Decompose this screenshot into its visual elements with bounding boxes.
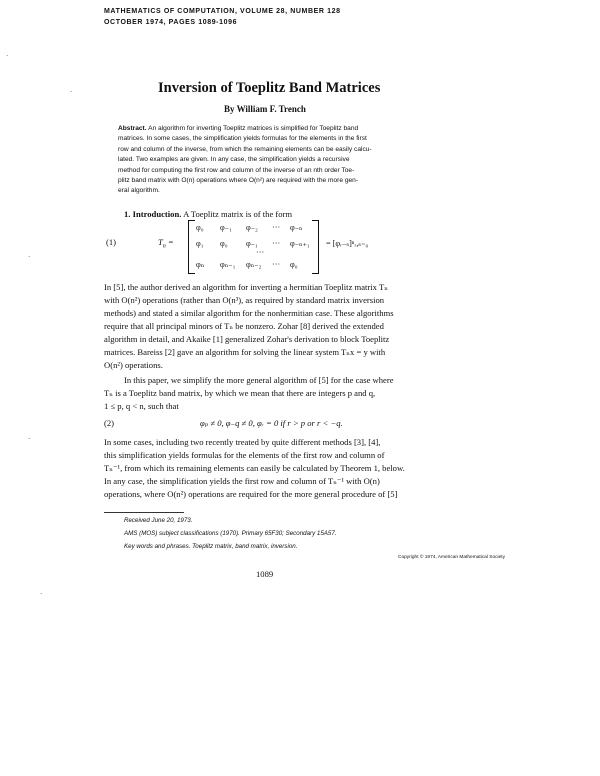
abstract-line-0: Abstract. An algorithm for inverting Toeplitz matrices is simplified for Toeplitz band [118, 125, 359, 132]
section-title: 1. Introduction. [124, 209, 182, 219]
abstract-line-1: matrices. In some cases, the simplification yields formulas for the elements in the first [118, 135, 367, 143]
equation-1-number: (1) [106, 237, 117, 247]
equation-1-rhs: = [φᵣ₋ₛ]ⁿᵣ,ₛ₌₀ [326, 239, 369, 248]
margin-mark: · [6, 52, 9, 60]
matrix-row-1: φ₁ φ₀ φ₋₁ ··· φ₋ₙ₊₁ [196, 239, 310, 248]
text-line: In any case, the simplification yields the first row and column of Tₙ⁻¹ with O(n) [104, 476, 380, 486]
section-intro: A Toeplitz matrix is of the form [183, 209, 293, 219]
matrix-row-2: φₙ φₙ₋₁ φₙ₋₂ ··· φ₀ [196, 260, 298, 269]
equation-2: φₚ ≠ 0, φ₋q ≠ 0, φᵣ = 0 if r > p or r < −q. [200, 418, 343, 428]
text-line: operations, where O(n²) operations are required for the more general procedure of [5] [104, 489, 398, 499]
text-line: 1 ≤ p, q < n, such that [104, 401, 179, 411]
abstract-line-5: plitz band matrix with O(n) operations where O(n²) are required with the more gen- [118, 177, 359, 185]
margin-mark: · [28, 435, 31, 443]
abstract-label: Abstract. [118, 125, 147, 132]
text-line: Tₙ⁻¹, from which its remaining elements can easily be calculated by Theorem 1, below. [104, 463, 405, 473]
abstract-line-2: row and column of the inverse, from which the remaining elements can be easily calcu- [118, 145, 372, 153]
paragraph-1 [104, 281, 394, 372]
margin-mark: · [70, 88, 73, 96]
footnote-received: Received June 20, 1973. [124, 517, 193, 524]
text-line: Tₙ is a Toeplitz band matrix, by which we mean that there are integers p and q, [104, 388, 376, 398]
text-line: this simplification yields formulas for the elements of the first row and column of [104, 450, 385, 460]
author-line: By William F. Trench [224, 104, 306, 114]
paragraph-2 [104, 374, 394, 413]
equation-1-lhs: $T_n$ = [158, 237, 174, 250]
equation-2-number: (2) [104, 418, 115, 428]
footnote-ams: AMS (MOS) subject classifications (1970). Primary 65F30; Secondary 15A57. [124, 530, 337, 537]
text-line: require that all principal minors of Tₙ be nonzero. Zohar [8] derived the extended [104, 321, 384, 331]
page-number: 1089 [256, 569, 274, 579]
matrix-right-bracket [312, 220, 319, 274]
matrix-left-bracket [188, 220, 195, 274]
section-heading [124, 208, 292, 221]
margin-mark: · [40, 590, 43, 598]
matrix-vdots: ··· [256, 248, 265, 257]
text-line: In some cases, including two recently treated by quite different methods [3], [4], [104, 437, 381, 447]
abstract-line-3: lated. Two examples are given. In any case, the simplification yields a recursive [118, 156, 350, 164]
journal-date-pages: OCTOBER 1974, PAGES 1089-1096 [104, 19, 238, 26]
text-line: with O(n²) operations (rather than O(n³), as required by standard matrix inversion [104, 295, 385, 305]
text-line: methods) and stated a similar algorithm for the nonhermitian case. These algorithms [104, 308, 394, 318]
journal-header: MATHEMATICS OF COMPUTATION, VOLUME 28, NUMBER 128 [104, 8, 341, 15]
footnote-rule [104, 512, 184, 513]
matrix-row-0: φ₀ φ₋₁ φ₋₂ ··· φ₋ₙ [196, 223, 303, 232]
margin-mark: · [28, 253, 31, 261]
text-line: O(n²) operations. [104, 360, 163, 370]
text-line: matrices. Bareiss [2] gave an algorithm for solving the linear system Tₙx = y with [104, 347, 386, 357]
paper-title: Inversion of Toeplitz Band Matrices [158, 80, 381, 96]
text-line: In this paper, we simplify the more general algorithm of [5] for the case where [124, 375, 394, 385]
paragraph-3 [104, 436, 405, 501]
text-line: algorithm in detail, and Akaike [1] generalized Zohar's derivation to block Toeplitz [104, 334, 390, 344]
text-line: In [5], the author derived an algorithm for inverting a hermitian Toeplitz matrix Tₙ [104, 282, 388, 292]
abstract-line-6: eral algorithm. [118, 187, 160, 195]
abstract-line-4: method for computing the first row and column of the inverse of an nth order Toe- [118, 166, 355, 174]
abstract [118, 124, 418, 197]
footnote-copyright: Copyright © 1974, American Mathematical Society [398, 555, 505, 560]
footnote-keywords: Key words and phrases. Toeplitz matrix, band matrix, inversion. [124, 543, 298, 550]
